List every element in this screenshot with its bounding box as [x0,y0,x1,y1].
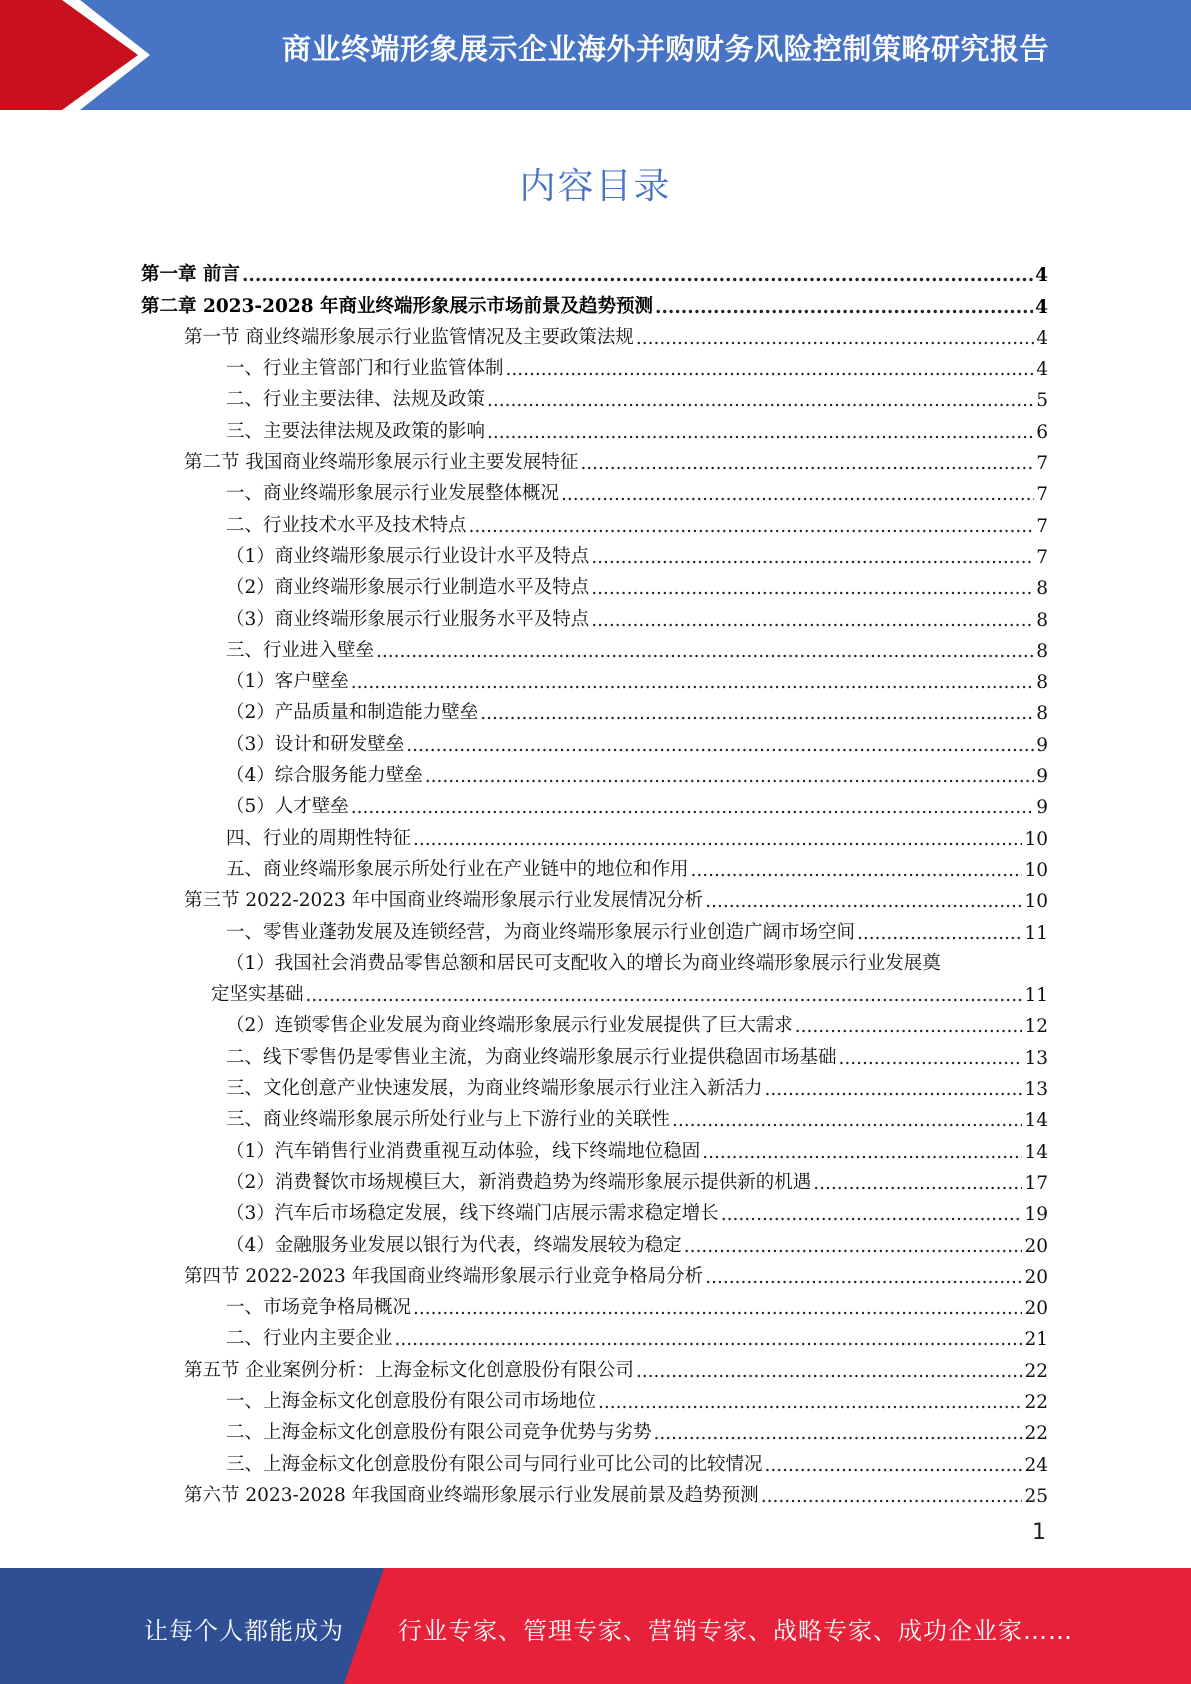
toc-entry[interactable]: 一、零售业蓬勃发展及连锁经营，为商业终端形象展示行业创造广阔市场空间 ..... 11 [141,912,1048,943]
toc-entry[interactable]: 一、上海金标文化创意股份有限公司市场地位 ..... 22 [141,1382,1048,1413]
toc-entry[interactable]: （2）连锁零售企业发展为商业终端形象展示行业发展提供了巨大需求 ..... 12 [141,1006,1048,1037]
toc-entry[interactable]: 四、行业的周期性特征 ..... 10 [141,818,1048,849]
toc-entry[interactable]: （1）商业终端形象展示行业设计水平及特点 ..... 7 [141,537,1048,568]
footer-slogan-left: 让每个人都能成为 [144,1617,344,1645]
toc-entry[interactable]: （1）汽车销售行业消费重视互动体验，线下终端地位稳固 ..... 14 [141,1131,1048,1162]
toc-entry[interactable]: （3）汽车后市场稳定发展，线下终端门店展示需求稳定增长 ..... 19 [141,1194,1048,1225]
toc-entry[interactable]: 一、商业终端形象展示行业发展整体概况 ..... 7 [141,474,1048,505]
report-title: 商业终端形象展示企业海外并购财务风险控制策略研究报告 [281,32,1049,66]
toc-entry[interactable]: 一、行业主管部门和行业监管体制 ..... 4 [141,349,1048,380]
toc-entry[interactable]: （2）商业终端形象展示行业制造水平及特点 ..... 8 [141,568,1048,599]
toc-entry[interactable]: 第六节 2023-2028 年我国商业终端形象展示行业发展前景及趋势预测 ..... 25 [141,1476,1048,1507]
toc-entry[interactable]: 二、行业内主要企业 ..... 21 [141,1319,1048,1350]
toc-entry[interactable]: 第五节 企业案例分析：上海金标文化创意股份有限公司 ..... 22 [141,1350,1048,1381]
toc-entry[interactable]: 一、市场竞争格局概况 ..... 20 [141,1288,1048,1319]
footer-slogan-right: 行业专家、管理专家、营销专家、战略专家、成功企业家…… [398,1617,1073,1645]
toc-entry[interactable]: 三、文化创意产业快速发展，为商业终端形象展示行业注入新活力 ..... 13 [141,1069,1048,1100]
footer-band [0,1568,1191,1684]
toc-title: 内容目录 [519,166,672,207]
toc-entry[interactable]: （4）金融服务业发展以银行为代表，终端发展较为稳定 ..... 20 [141,1225,1048,1256]
toc-entry[interactable]: 三、上海金标文化创意股份有限公司与同行业可比公司的比较情况 ..... 24 [141,1444,1048,1475]
toc-entry-continuation[interactable]: 定坚实基础 ..... 11 [141,975,1048,1006]
toc-entry[interactable]: 二、线下零售仍是零售业主流，为商业终端形象展示行业提供稳固市场基础 ..... 13 [141,1037,1048,1068]
toc-entry[interactable]: 第三节 2022-2023 年中国商业终端形象展示行业发展情况分析 ..... 10 [141,881,1048,912]
toc-entry[interactable]: （5）人才壁垒 ..... 9 [141,787,1048,818]
red-chevron-icon [0,0,160,110]
toc-entry[interactable]: 第四节 2022-2023 年我国商业终端形象展示行业竞争格局分析 ..... 20 [141,1257,1048,1288]
toc-entry[interactable]: （3）设计和研发壁垒 ..... 9 [141,724,1048,755]
toc-entry[interactable]: 三、主要法律法规及政策的影响 ..... 6 [141,411,1048,442]
toc-entry[interactable]: （1）我国社会消费品零售总额和居民可支配收入的增长为商业终端形象展示行业发展奠 [226,952,941,974]
toc-entry[interactable]: 三、商业终端形象展示所处行业与上下游行业的关联性 ..... 14 [141,1100,1048,1131]
toc-entry[interactable]: （1）客户壁垒 ..... 8 [141,662,1048,693]
toc-entry[interactable]: 五、商业终端形象展示所处行业在产业链中的地位和作用 ..... 10 [141,850,1048,881]
table-of-contents [141,255,1048,1507]
toc-entry[interactable]: 第一章 前言 ..... 4 [141,255,1048,286]
toc-entry[interactable]: 第一节 商业终端形象展示行业监管情况及主要政策法规 ..... 4 [141,318,1048,349]
toc-entry[interactable]: 二、行业技术水平及技术特点 ..... 7 [141,505,1048,536]
toc-entry[interactable]: （2）消费餐饮市场规模巨大，新消费趋势为终端形象展示提供新的机遇 ..... 17 [141,1163,1048,1194]
toc-entry[interactable]: 二、行业主要法律、法规及政策 ..... 5 [141,380,1048,411]
toc-entry[interactable]: 第二节 我国商业终端形象展示行业主要发展特征 ..... 7 [141,443,1048,474]
toc-entry[interactable]: 二、上海金标文化创意股份有限公司竞争优势与劣势 ..... 22 [141,1413,1048,1444]
toc-entry[interactable]: （3）商业终端形象展示行业服务水平及特点 ..... 8 [141,599,1048,630]
toc-entry[interactable]: （4）综合服务能力壁垒 ..... 9 [141,756,1048,787]
page-number: 1 [1032,1520,1046,1545]
toc-entry[interactable]: 第二章 2023-2028 年商业终端形象展示市场前景及趋势预测 ..... 4 [141,286,1048,317]
toc-entry[interactable]: （2）产品质量和制造能力壁垒 ..... 8 [141,693,1048,724]
header-band [0,0,1191,110]
toc-entry[interactable]: 三、行业进入壁垒 ..... 8 [141,631,1048,662]
